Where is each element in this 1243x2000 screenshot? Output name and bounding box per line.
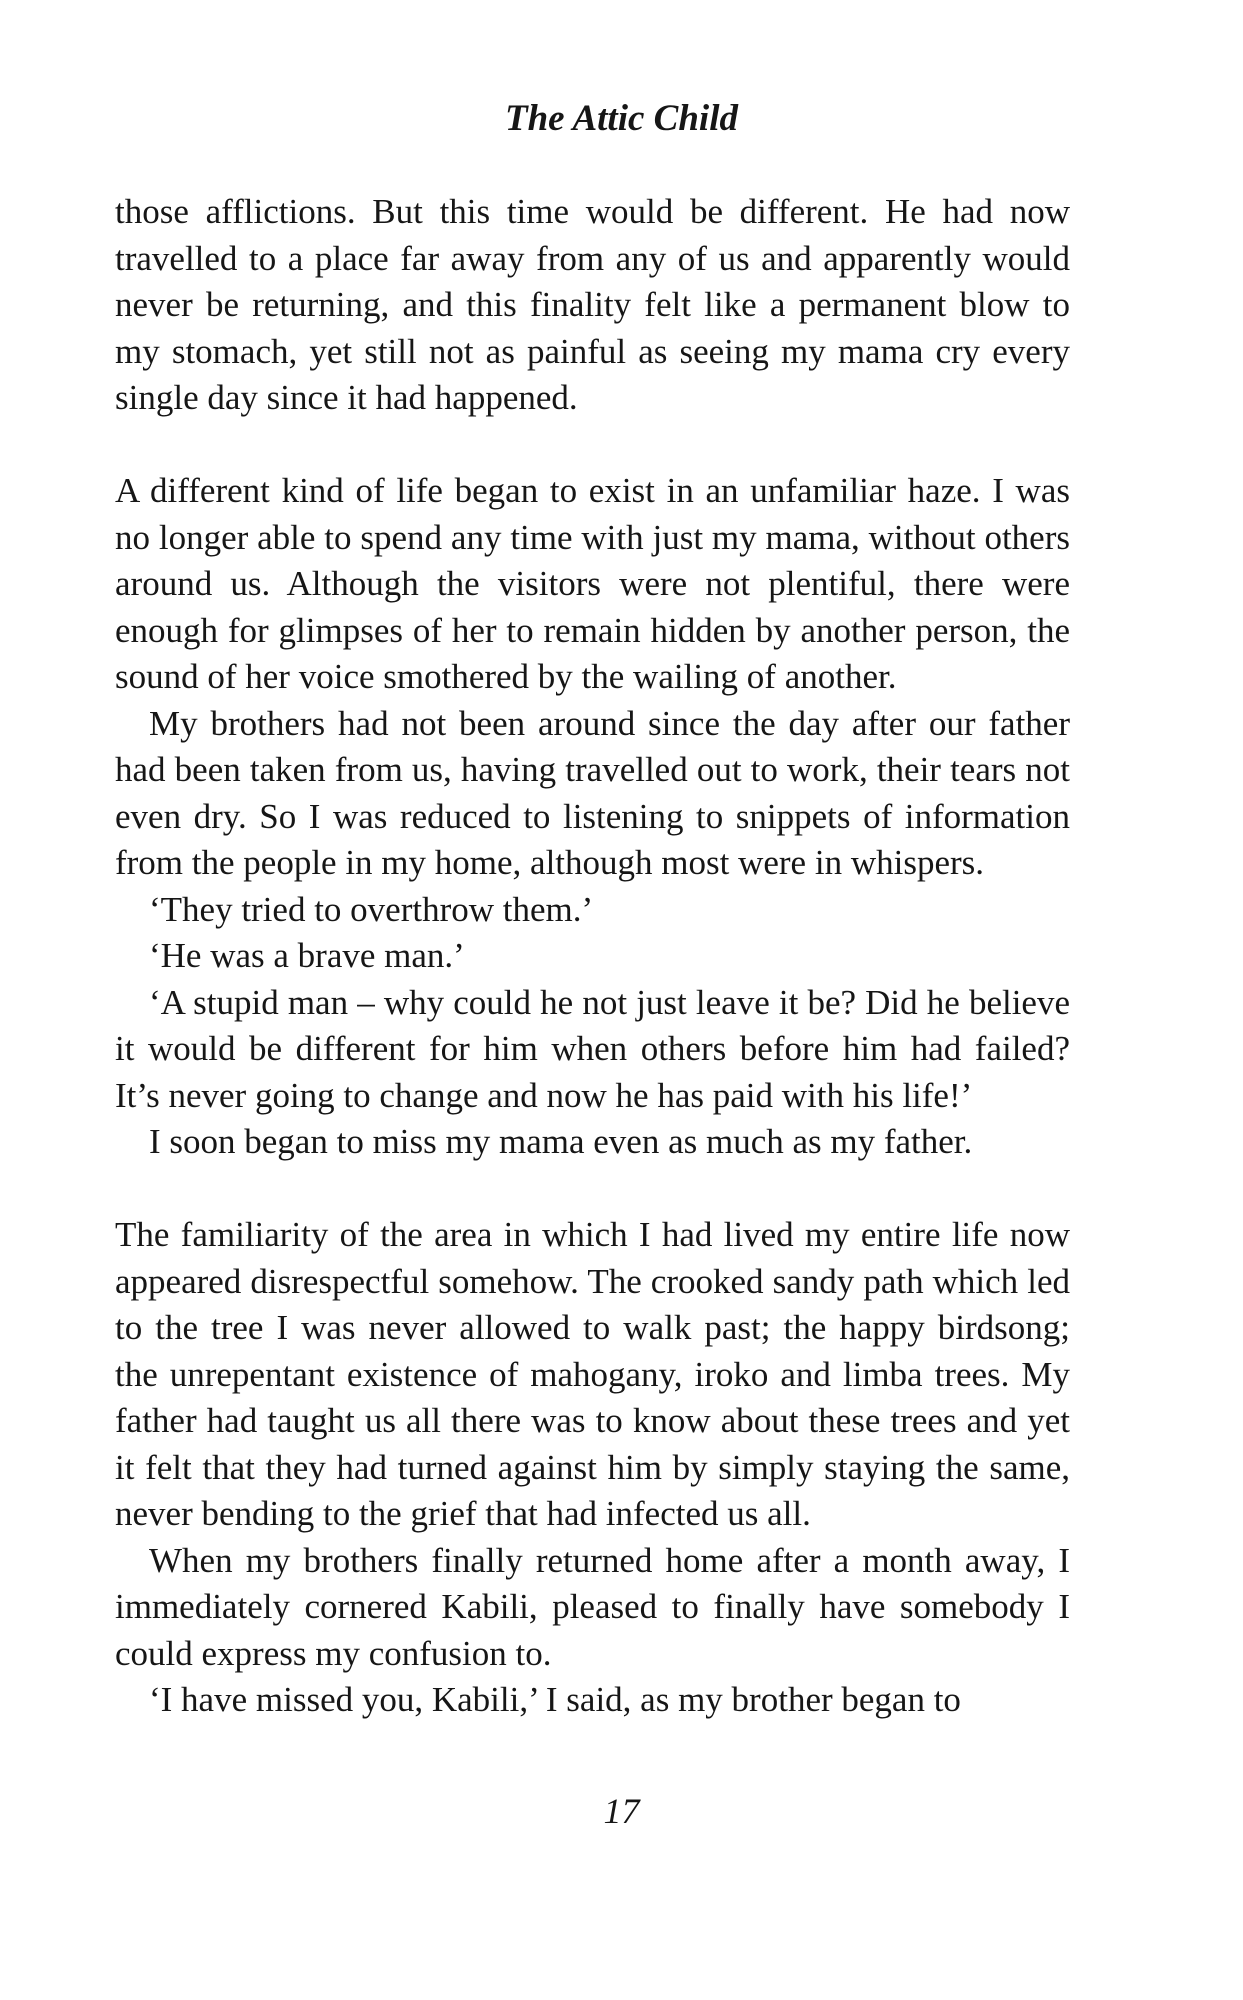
paragraph: My brothers had not been around since the day after our father had been taken from us, having travelled out to work, their tears not even dry. So I was reduced to listening to snippets of information from the people in my home, although most were in whispers. — [115, 703, 1070, 882]
paragraph: those afflictions. But this time would be different. He had now travelled to a place far away from any of us and apparently would never be returning, and this finality felt like a permanent blow to my stomach, yet still not as painful as seeing my mama cry every single day since it had happened. — [115, 192, 1070, 417]
running-title: The Attic Child — [505, 98, 738, 139]
paragraph: A different kind of life began to exist in an unfamiliar haze. I was no longer able to spend any time with just my mama, without others around us. Although the visitors were not plentiful, there were enough for glimpses of her to remain hidden by another person, the sound of her voice smothered by the wailing of another. — [115, 471, 1070, 696]
dialogue-line: ‘He was a brave man.’ — [149, 936, 465, 975]
paragraph: I soon began to miss my mama even as much as my father. — [149, 1122, 973, 1161]
paragraph: When my brothers finally returned home after a month away, I immediately cornered Kabili, pleased to finally have somebody I could express my confusion to. — [115, 1540, 1070, 1673]
paragraph: ‘I have missed you, Kabili,’ I said, as my brother began to — [149, 1680, 961, 1719]
page-body — [115, 189, 1070, 1724]
paragraph: The familiarity of the area in which I had lived my entire life now appeared disrespectful somehow. The crooked sandy path which led to the tree I was never allowed to walk past; the happy birdsong; the unrepentant existence of mahogany, iroko and limba trees. My father had taught us all there was to know about these trees and yet it felt that they had turned against him by simply staying the same, never bending to the grief that had infected us all. — [115, 1215, 1070, 1533]
dialogue-line: ‘A stupid man – why could he not just leave it be? Did he believe it would be different for him when others before him had failed? It’s never going to change and now he has paid with his life!’ — [115, 982, 1070, 1115]
dialogue-line: ‘They tried to overthrow them.’ — [149, 889, 594, 929]
page-number: 17 — [603, 1791, 640, 1831]
